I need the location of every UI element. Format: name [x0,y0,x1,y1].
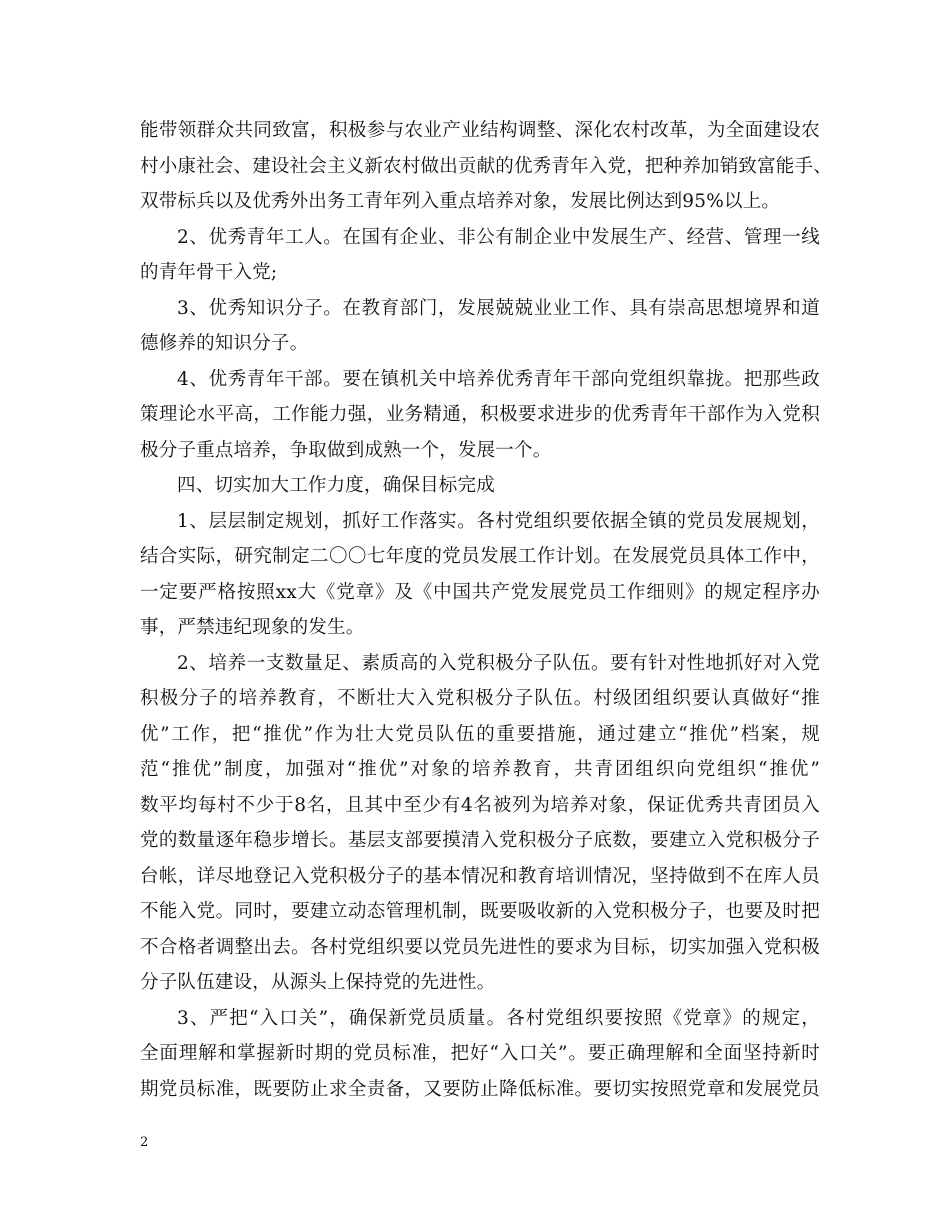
text-line: 2、优秀青年工人。在国有企业、非公有制企业中发展生产、经营、管理一线 [177,226,820,248]
text-line: 事，严禁违纪现象的发生。 [140,617,365,638]
text-line: 极分子重点培养，争取做到成熟一个，发展一个。 [140,439,552,461]
text-line: 优”工作，把“推优”作为壮大党员队伍的重要措施，通过建立“推优”档案，规 [140,723,820,745]
text-line: 积极分子的培养教育，不断壮大入党积极分子队伍。村级团组织要认真做好“推 [140,688,820,709]
text-line: 台帐，详尽地登记入党积极分子的基本情况和教育培训情况，坚持做到不在库人员 [140,865,820,887]
text-line: 2、培养一支数量足、素质高的入党积极分子队伍。要有针对性地抓好对入党 [177,652,820,674]
text-line: 数平均每村不少于8名，且其中至少有4名被列为培养对象，保证优秀共青团员入 [140,794,820,816]
text-line: 能带领群众共同致富，积极参与农业产业结构调整、深化农村改革，为全面建设农 [140,120,820,141]
page-number: 2 [140,1135,149,1150]
text-line: 分子队伍建设，从源头上保持党的先进性。 [140,972,496,993]
text-line: 的青年骨干入党; [140,262,278,283]
text-line: 德修养的知识分子。 [140,333,309,354]
text-line: 党的数量逐年稳步增长。基层支部要摸清入党积极分子底数，要建立入党积极分子 [140,830,820,851]
text-line: 双带标兵以及优秀外出务工青年列入重点培养对象，发展比例达到95%以上。 [140,191,781,212]
document-body [140,113,832,1107]
text-line: 不合格者调整出去。各村党组织要以党员先进性的要求为目标，切实加强入党积极 [140,936,820,958]
text-line: 4、优秀青年干部。要在镇机关中培养优秀青年干部向党组织靠拢。把那些政 [177,368,820,390]
text-line: 策理论水平高，工作能力强，业务精通，积极要求进步的优秀青年干部作为入党积 [140,404,820,425]
text-line: 3、严把“入口关”，确保新党员质量。各村党组织要按照《党章》的规定， [177,1007,820,1029]
text-line: 全面理解和掌握新时期的党员标准，把好“入口关”。要正确理解和全面坚持新时 [140,1043,820,1064]
text-line: 一定要严格按照xx大《党章》及《中国共产党发展党员工作细则》的规定程序办 [140,581,820,603]
text-line: 3、优秀知识分子。在教育部门，发展兢兢业业工作、具有崇高思想境界和道 [177,297,820,319]
text-line: 不能入党。同时，要建立动态管理机制，既要吸收新的入党积极分子，也要及时把 [140,901,820,922]
text-line: 村小康社会、建设社会主义新农村做出贡献的优秀青年入党，把种养加销致富能手、 [140,155,832,177]
text-line: 四、切实加大工作力度，确保目标完成 [177,475,495,496]
text-line: 1、层层制定规划，抓好工作落实。各村党组织要依据全镇的党员发展规划， [177,510,820,532]
text-line: 期党员标准，既要防止求全责备，又要防止降低标准。要切实按照党章和发展党员 [140,1078,820,1100]
text-line: 范“推优”制度，加强对“推优”对象的培养教育，共青团组织向党组织“推优” [140,759,820,780]
text-line: 结合实际，研究制定二〇〇七年度的党员发展工作计划。在发展党员具体工作中， [140,546,820,567]
